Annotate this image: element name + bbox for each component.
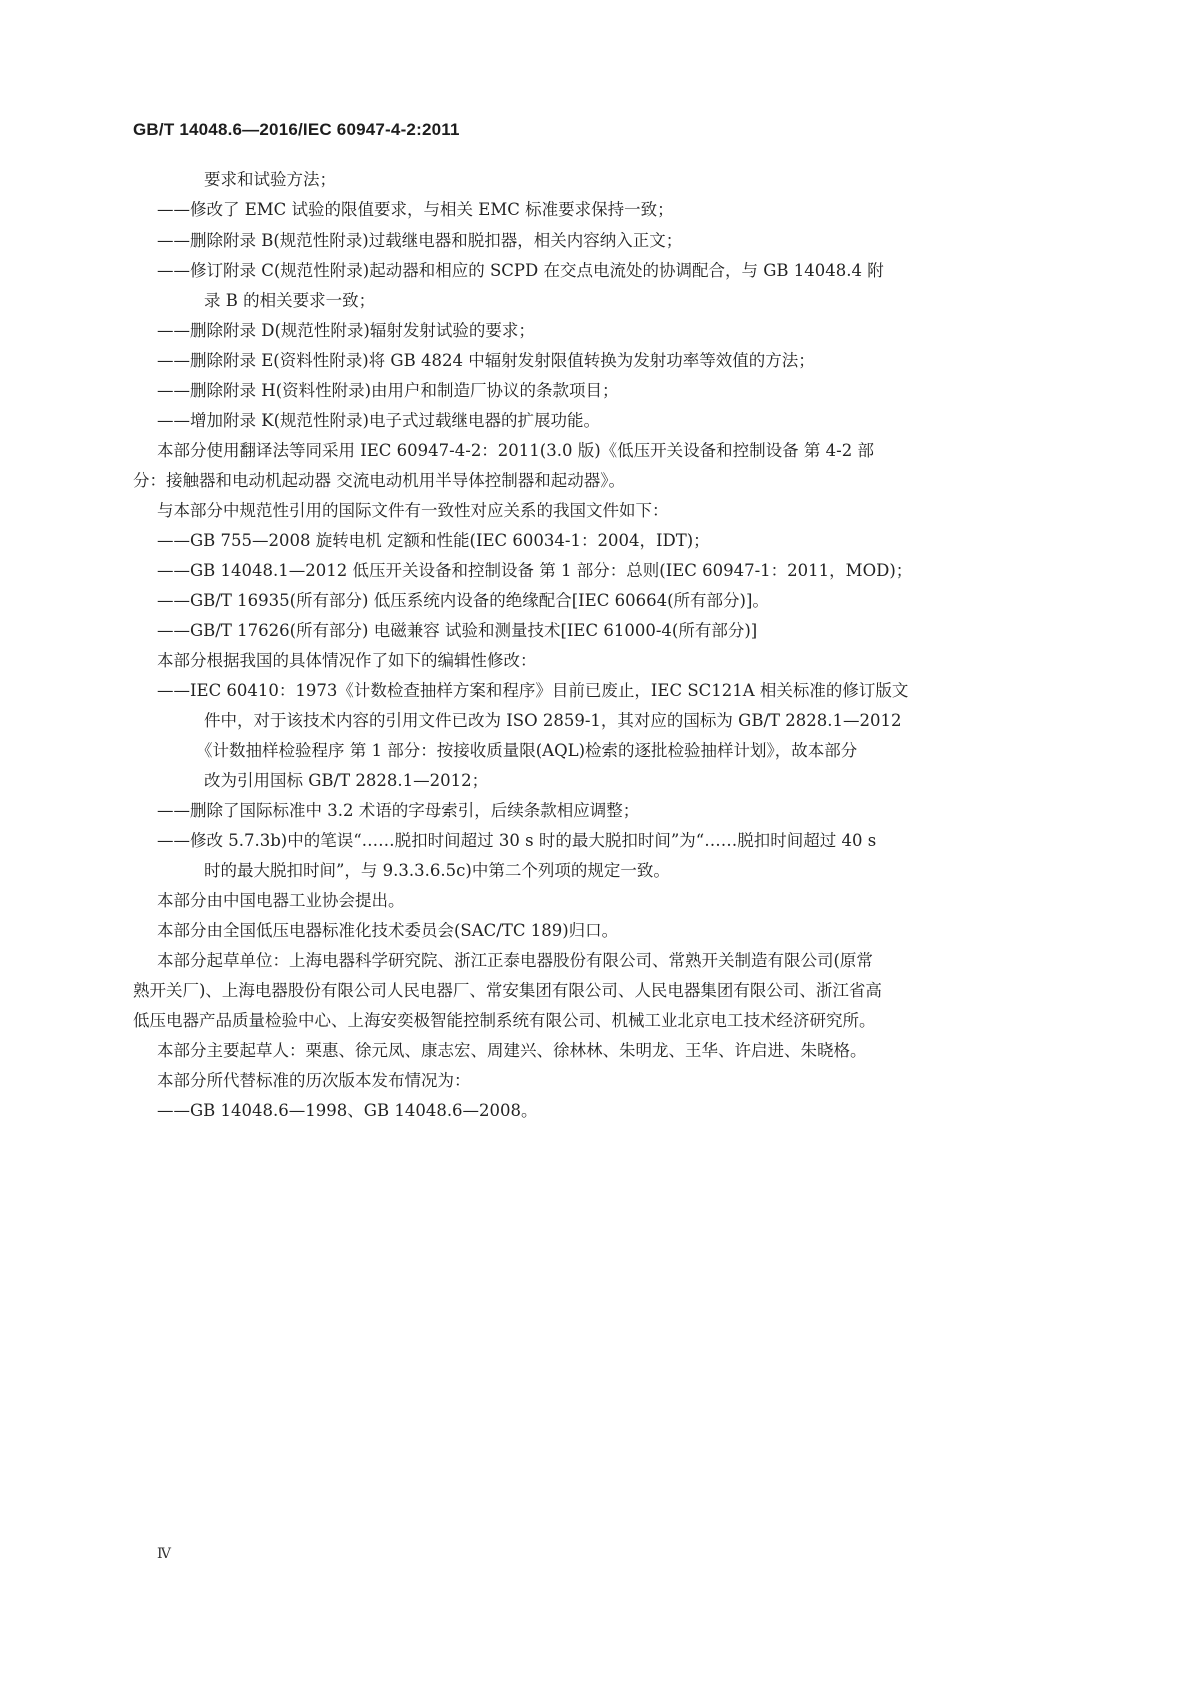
page-number: Ⅳ: [157, 1546, 171, 1562]
list-item: ——GB 14048.1—2012 低压开关设备和控制设备 第 1 部分：总则(IEC 60947-1：2011，MOD)；: [157, 561, 913, 580]
text-line: 时的最大脱扣时间”，与 9.3.3.6.5c)中第二个列项的规定一致。: [204, 861, 670, 880]
list-item: ——删除附录 D(规范性附录)辐射发射试验的要求；: [157, 321, 535, 340]
paragraph-line: 本部分所代替标准的历次版本发布情况为：: [157, 1071, 471, 1090]
list-item: ——增加附录 K(规范性附录)电子式过载继电器的扩展功能。: [157, 411, 600, 430]
paragraph-line: 分：接触器和电动机起动器 交流电动机用半导体控制器和起动器》。: [133, 471, 625, 490]
paragraph-line: 与本部分中规范性引用的国际文件有一致性对应关系的我国文件如下：: [157, 501, 669, 520]
text-line: 《计数抽样检验程序 第 1 部分：按接收质量限(AQL)检索的逐批检验抽样计划》，故本部分: [196, 741, 858, 760]
text-line: 改为引用国标 GB/T 2828.1—2012；: [204, 771, 489, 790]
list-item: ——修改 5.7.3b)中的笔误“……脱扣时间超过 30 s 时的最大脱扣时间”为“……脱扣时间超过 40 s: [157, 831, 877, 850]
list-item: ——GB/T 16935(所有部分) 低压系统内设备的绝缘配合[IEC 60664(所有部分)]。: [157, 591, 769, 610]
text-line: 件中，对于该技术内容的引用文件已改为 ISO 2859-1，其对应的国标为 GB/T 2828.1—2012: [204, 711, 902, 730]
list-item: ——修改了 EMC 试验的限值要求，与相关 EMC 标准要求保持一致；: [157, 200, 674, 219]
paragraph-line: 本部分主要起草人：栗惠、徐元凤、康志宏、周建兴、徐林林、朱明龙、王华、许启进、朱晓格。: [157, 1041, 867, 1060]
paragraph-line: 熟开关厂)、上海电器股份有限公司人民电器厂、常安集团有限公司、人民电器集团有限公司、浙江省高: [133, 981, 882, 1000]
list-item: ——GB/T 17626(所有部分) 电磁兼容 试验和测量技术[IEC 61000-4(所有部分)]: [157, 621, 758, 640]
paragraph-line: 本部分起草单位：上海电器科学研究院、浙江正泰电器股份有限公司、常熟开关制造有限公司(原常: [157, 951, 873, 970]
paragraph-line: 低压电器产品质量检验中心、上海安奕极智能控制系统有限公司、机械工业北京电工技术经济研究所。: [133, 1011, 876, 1030]
paragraph-line: 本部分由中国电器工业协会提出。: [157, 891, 405, 910]
paragraph-line: 本部分由全国低压电器标准化技术委员会(SAC/TC 189)归口。: [157, 921, 619, 940]
list-item: ——删除了国际标准中 3.2 术语的字母索引，后续条款相应调整；: [157, 801, 640, 820]
list-item: ——GB 755—2008 旋转电机 定额和性能(IEC 60034-1：2004，IDT)；: [157, 531, 710, 550]
list-item: ——删除附录 H(资料性附录)由用户和制造厂协议的条款项目；: [157, 381, 619, 400]
list-item: ——删除附录 B(规范性附录)过载继电器和脱扣器，相关内容纳入正文；: [157, 231, 683, 250]
paragraph-line: 本部分根据我国的具体情况作了如下的编辑性修改：: [157, 651, 537, 670]
text-line: 要求和试验方法；: [204, 170, 336, 189]
list-item: ——GB 14048.6—1998、GB 14048.6—2008。: [157, 1101, 538, 1120]
list-item: ——IEC 60410：1973《计数检查抽样方案和程序》目前已废止，IEC SC121A 相关标准的修订版文: [157, 681, 909, 700]
paragraph-line: 本部分使用翻译法等同采用 IEC 60947-4-2：2011(3.0 版)《低压开关设备和控制设备 第 4-2 部: [157, 441, 874, 460]
list-item: ——修订附录 C(规范性附录)起动器和相应的 SCPD 在交点电流处的协调配合，与 GB 14048.4 附: [157, 261, 884, 280]
list-item: ——删除附录 E(资料性附录)将 GB 4824 中辐射发射限值转换为发射功率等效值的方法；: [157, 351, 815, 370]
standard-code-header: GB/T 14048.6—2016/IEC 60947-4-2:2011: [133, 120, 460, 139]
text-line: 录 B 的相关要求一致；: [204, 291, 376, 310]
